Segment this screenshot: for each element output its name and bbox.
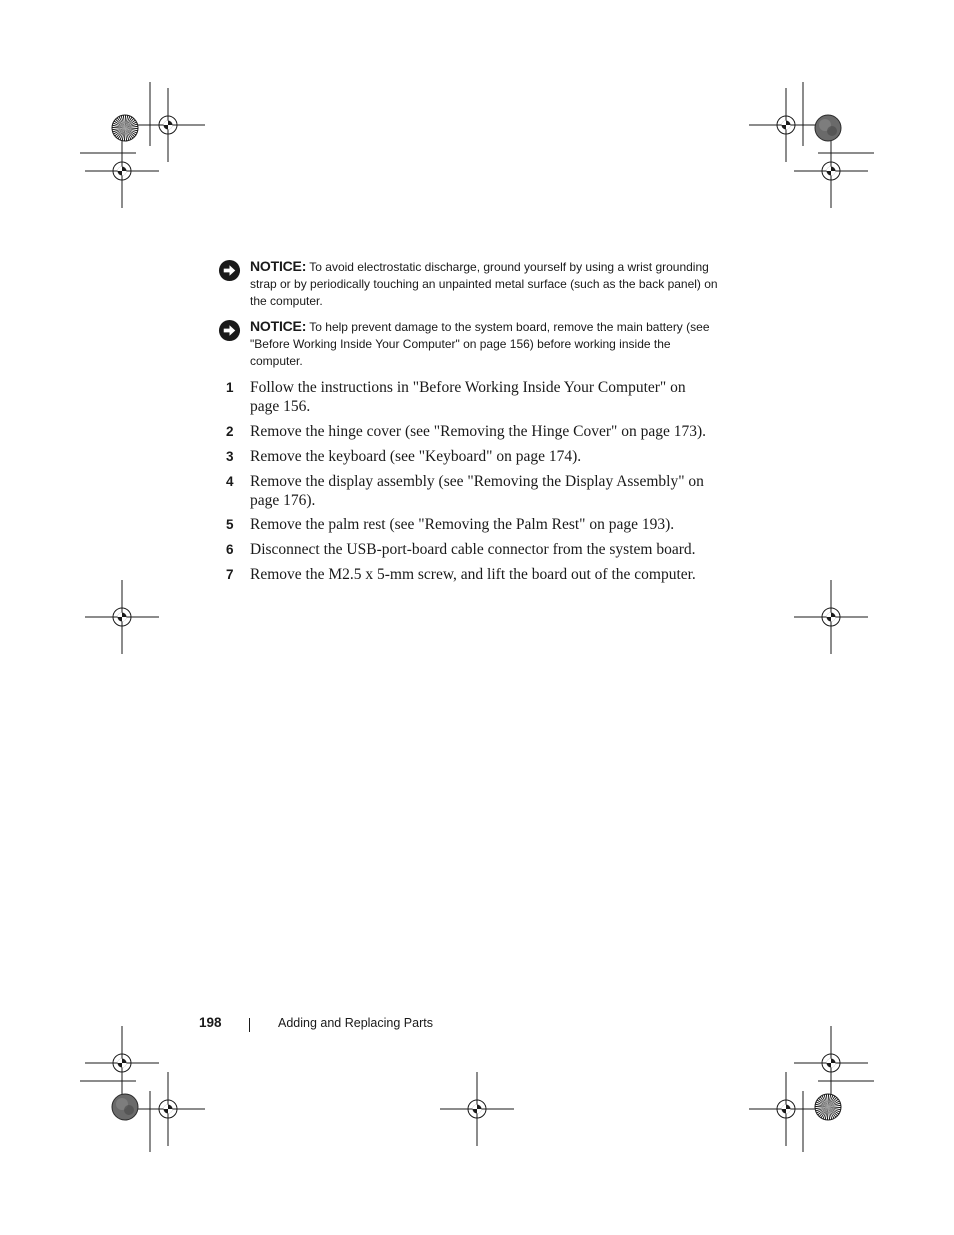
- notice-battery: [218, 318, 718, 370]
- step-text: Remove the palm rest (see "Removing the Palm Rest" on page 193).: [250, 516, 675, 533]
- step-number: 3: [226, 449, 234, 464]
- registration-mark-icon: [440, 1072, 514, 1146]
- registration-mark-icon: [131, 1072, 205, 1146]
- color-target-icon: [815, 1094, 841, 1120]
- registration-mark-icon: [794, 134, 868, 208]
- step-number: 2: [226, 424, 234, 439]
- color-target-icon: [112, 115, 138, 141]
- registration-mark-icon: [85, 134, 159, 208]
- step-number: 4: [226, 474, 234, 489]
- step-text: Remove the M2.5 x 5-mm screw, and lift the board out of the computer.: [250, 566, 696, 583]
- step-number: 1: [226, 380, 234, 395]
- registration-mark-icon: [794, 580, 868, 654]
- page-number: 198: [199, 1015, 222, 1030]
- step-5: [226, 515, 716, 534]
- step-6: [226, 540, 716, 559]
- registration-mark-icon: [794, 1026, 868, 1100]
- color-target-icon: [815, 115, 841, 141]
- notice-text: To help prevent damage to the system board, remove the main battery (see "Before Working Inside Your Computer" on page 156) before working inside the computer.: [250, 320, 710, 368]
- registration-mark-icon: [85, 580, 159, 654]
- registration-mark-icon: [131, 88, 205, 162]
- notice-text: To avoid electrostatic discharge, ground yourself by using a wrist grounding strap or by periodically touching an unpainted metal surface (such as the back panel) on the computer.: [250, 260, 718, 308]
- step-1: [226, 378, 716, 416]
- notice-label: NOTICE:: [250, 318, 307, 334]
- step-7: [226, 565, 716, 584]
- color-target-icon: [112, 1094, 138, 1120]
- step-2: [226, 422, 716, 441]
- step-text: Follow the instructions in "Before Working Inside Your Computer" on page 156.: [250, 379, 686, 415]
- step-text: Remove the hinge cover (see "Removing the Hinge Cover" on page 173).: [250, 423, 707, 440]
- step-text: Remove the keyboard (see "Keyboard" on page 174).: [250, 448, 582, 465]
- step-text: Disconnect the USB-port-board cable connector from the system board.: [250, 541, 696, 558]
- step-text: Remove the display assembly (see "Removing the Display Assembly" on page 176).: [250, 473, 704, 509]
- step-3: [226, 447, 716, 466]
- footer-section-title: Adding and Replacing Parts: [278, 1016, 433, 1030]
- footer-divider: [249, 1018, 250, 1032]
- notice-arrow-icon: [218, 319, 241, 342]
- notice-label: NOTICE:: [250, 258, 307, 274]
- step-number: 7: [226, 567, 234, 582]
- registration-mark-icon: [749, 88, 823, 162]
- notice-esd: [218, 258, 718, 310]
- step-4: [226, 472, 716, 510]
- step-number: 6: [226, 542, 234, 557]
- step-number: 5: [226, 517, 234, 532]
- registration-mark-icon: [749, 1072, 823, 1146]
- notice-arrow-icon: [218, 259, 241, 282]
- registration-mark-icon: [85, 1026, 159, 1100]
